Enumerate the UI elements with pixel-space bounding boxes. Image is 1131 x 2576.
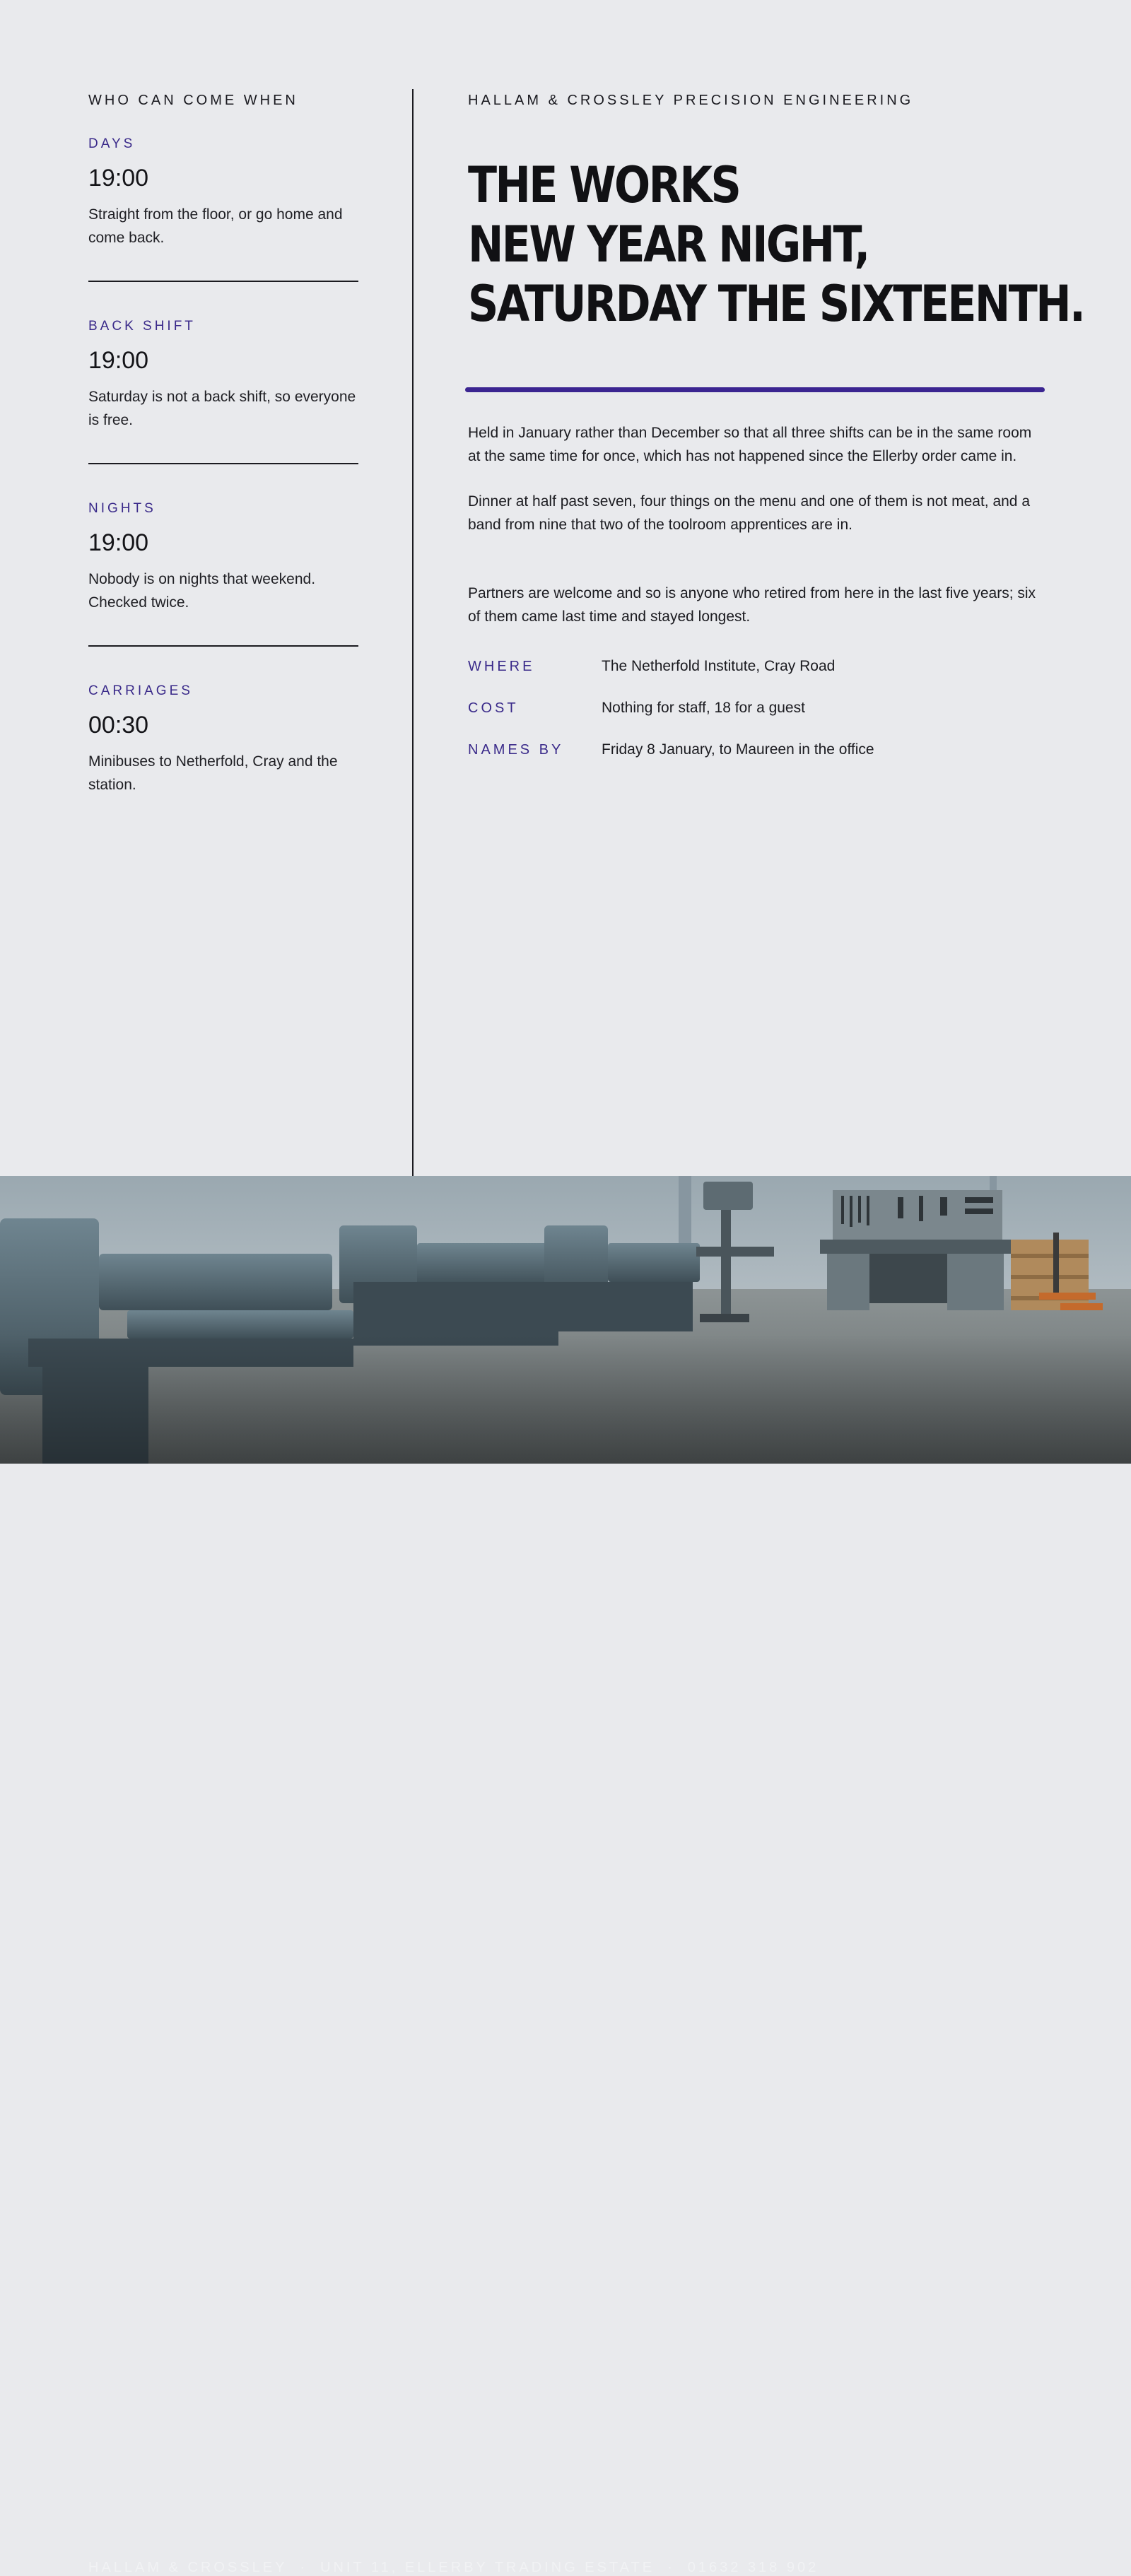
slot-divider [88,463,358,464]
slot-description: Nobody is on nights that weekend. Checked twice. [88,571,316,611]
slot-days [88,135,358,282]
footer-contact [88,2560,819,2576]
slot-label: BACK SHIFT [88,319,196,334]
body-paragraph: Held in January rather than December so that all three shifts can be in the same room at the same time for once, which has not happened since the Ellerby order came in. [468,425,1032,464]
slot-nights [88,500,358,647]
invitation-column [468,90,1084,783]
detail-value: The Netherfold Institute, Cray Road [602,658,836,674]
column-divider [412,89,414,1176]
company-name: HALLAM & CROSSLEY PRECISION ENGINEERING [468,93,914,108]
footer-address: UNIT 11, ELLERBY TRADING ESTATE [320,2560,655,2575]
slot-divider [88,645,358,647]
detail-label: COST [468,700,519,716]
slot-time: 19:00 [88,529,149,556]
detail-value: Friday 8 January, to Maureen in the office [602,741,874,758]
detail-value: Nothing for staff, 18 for a guest [602,700,805,716]
detail-row-where [468,658,1046,700]
schedule-column [88,90,358,796]
detail-label: NAMES BY [468,742,564,758]
title-line: THE WORKS [468,156,740,214]
slot-time: 19:00 [88,165,149,192]
schedule-heading: WHO CAN COME WHEN [88,93,298,108]
slot-label: CARRIAGES [88,683,193,698]
footer-phone: 01632 318 902 [687,2560,819,2575]
page-title [468,155,1084,334]
slot-time: 00:30 [88,712,149,739]
slot-description: Straight from the floor, or go home and come back. [88,206,343,246]
title-line: NEW YEAR NIGHT, [468,216,869,274]
slot-description: Minibuses to Netherfold, Cray and the station. [88,753,338,793]
accent-rule [465,387,1045,392]
event-details [468,658,1046,783]
detail-row-names-by [468,741,1046,783]
poster-page [0,0,1131,1176]
slot-time: 19:00 [88,347,149,374]
detail-label: WHERE [468,659,535,674]
footer-separator: · [667,2560,675,2575]
footer-separator: · [300,2560,308,2575]
footer-name: HALLAM & CROSSLEY [88,2560,288,2575]
slot-label: NIGHTS [88,501,156,516]
slot-carriages [88,682,358,796]
slot-back-shift [88,317,358,464]
body-paragraph: Dinner at half past seven, four things on the menu and one of them is not meat, and a band from nine that two of the toolroom apprentices are in. [468,493,1030,533]
workshop-photo [0,1176,1131,2575]
slot-description: Saturday is not a back shift, so everyone is free. [88,389,356,428]
body-paragraph: Partners are welcome and so is anyone who retired from here in the last five years; six of them came last time and stayed longest. [468,585,1036,625]
detail-row-cost [468,700,1046,741]
slot-label: DAYS [88,136,136,151]
title-line: SATURDAY THE SIXTEENTH. [468,275,1084,333]
slot-divider [88,281,358,282]
